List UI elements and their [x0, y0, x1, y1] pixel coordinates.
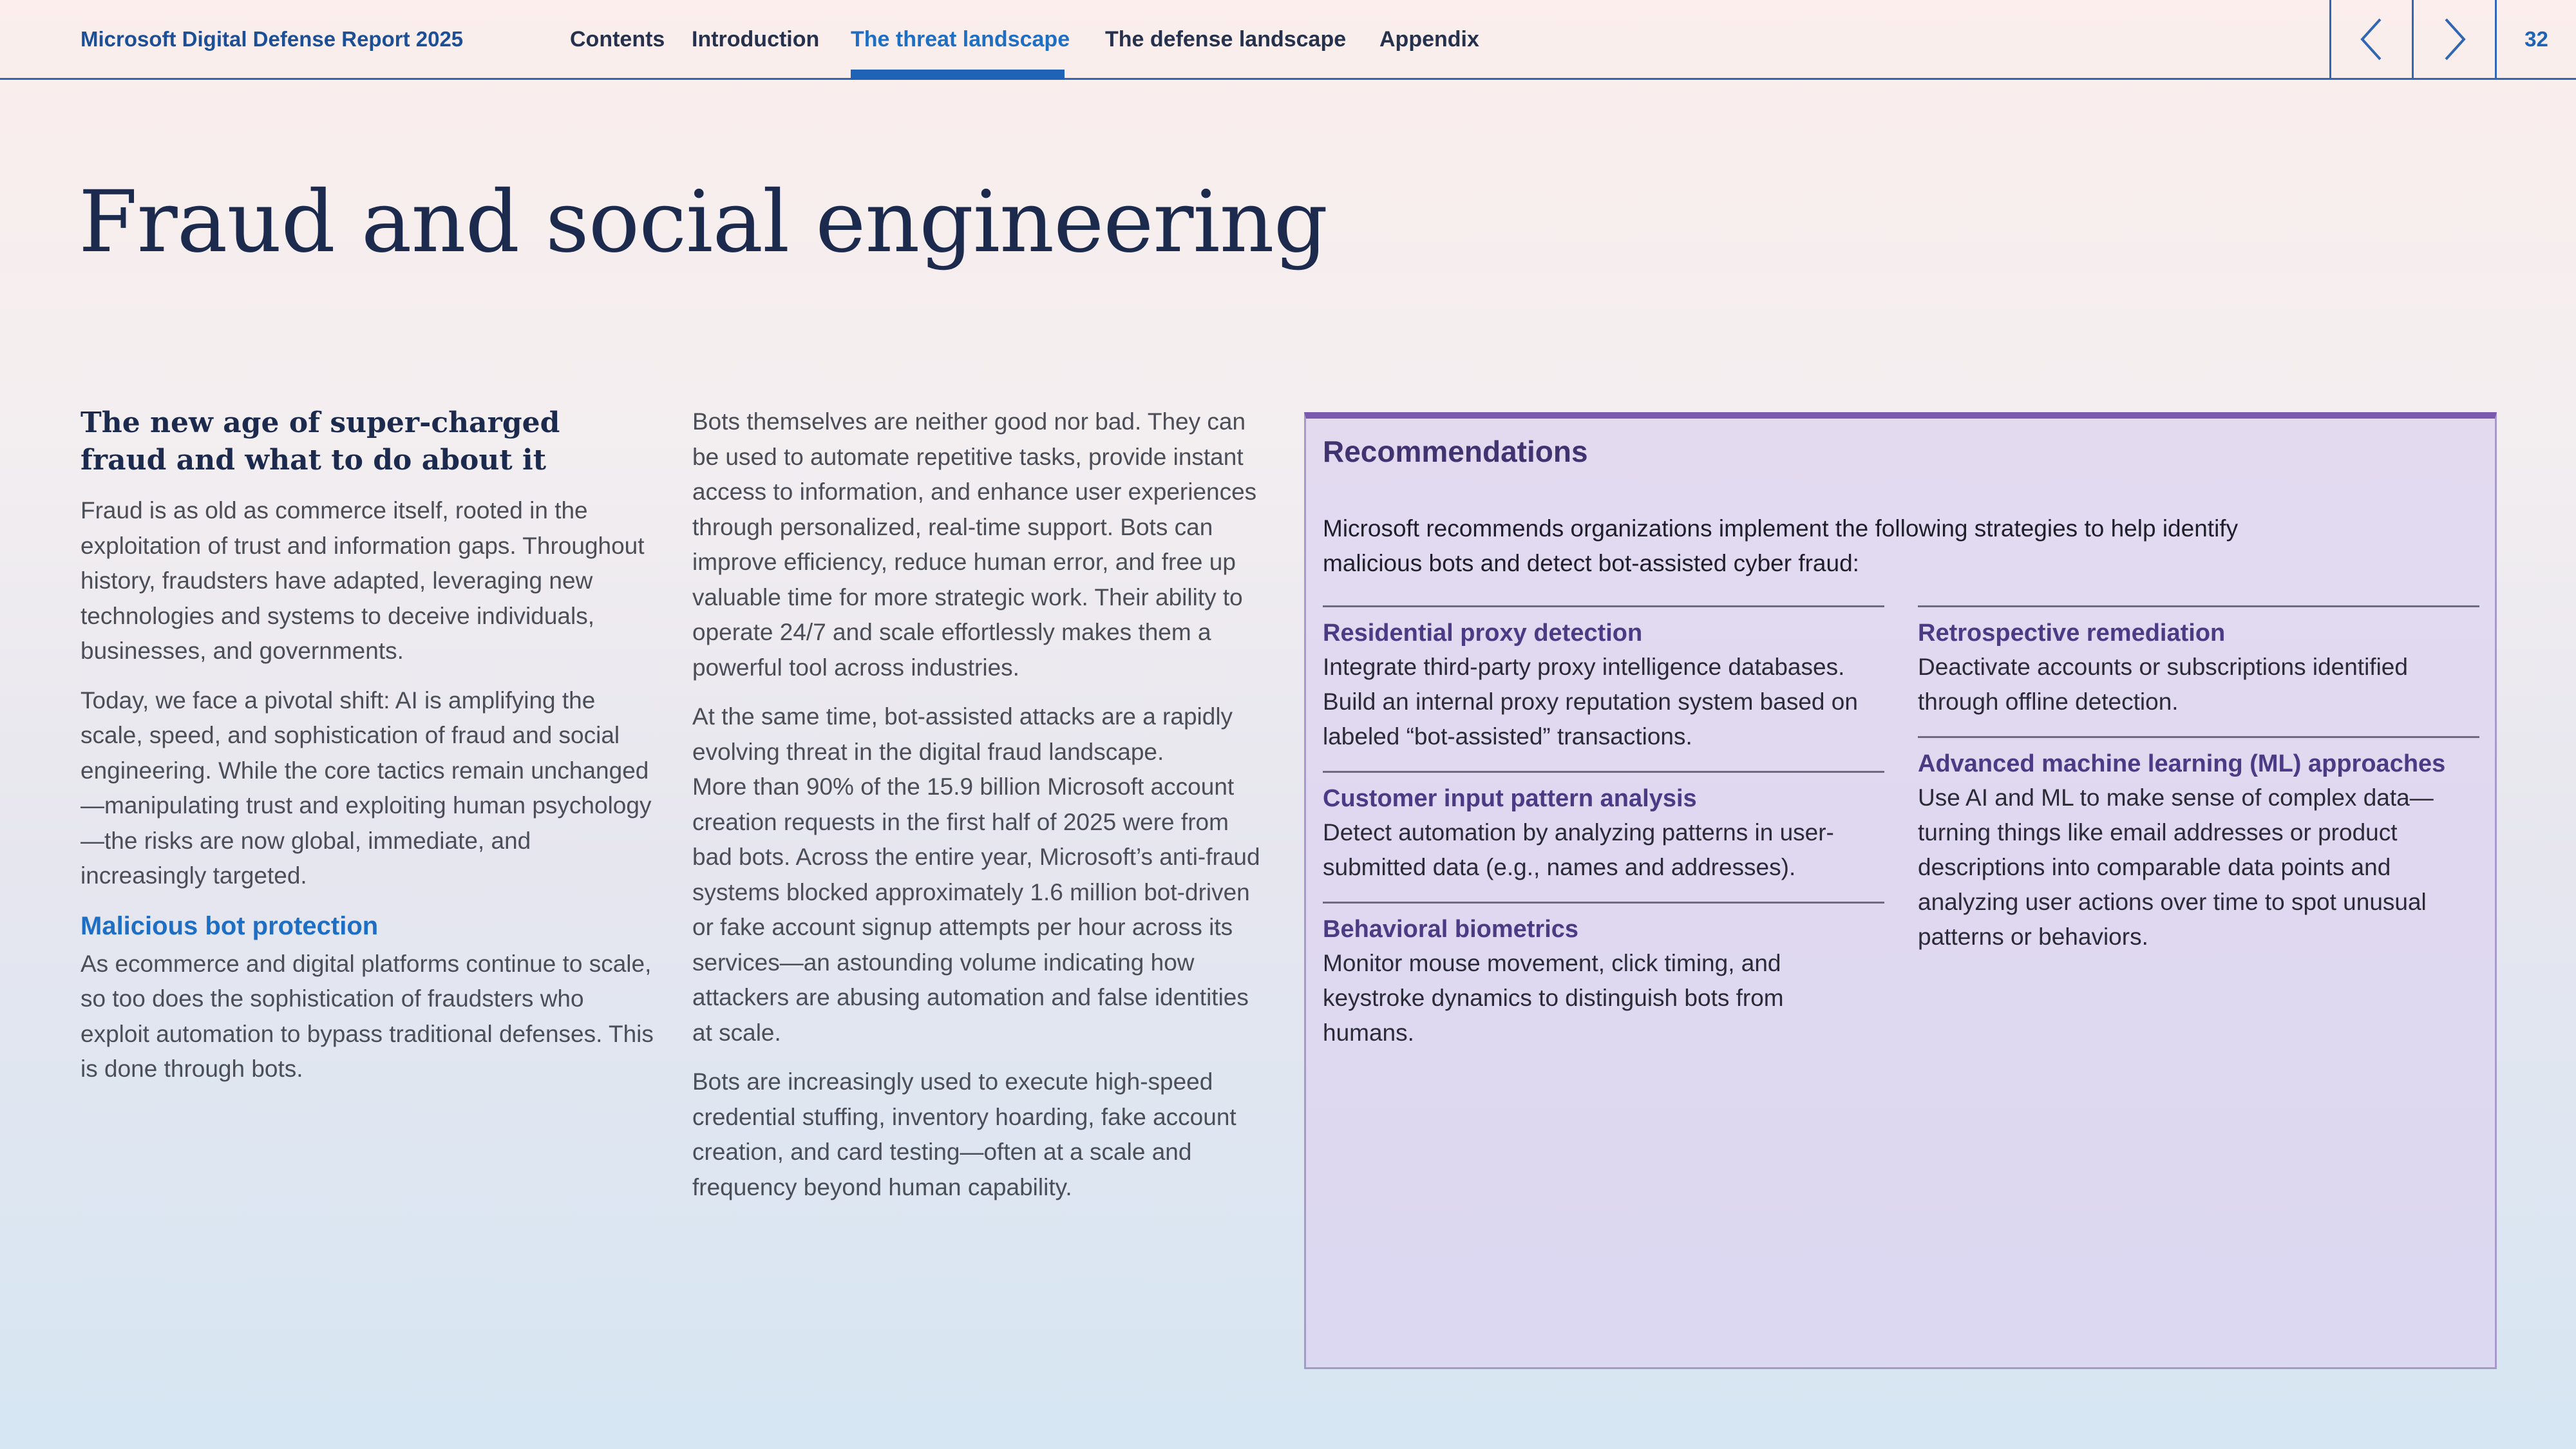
- report-brand-title[interactable]: Microsoft Digital Defense Report 2025: [80, 27, 464, 51]
- recommendation-body: Deactivate accounts or subscriptions identified through offline detection.: [1918, 654, 2408, 715]
- recommendations-left-column: [1323, 605, 1884, 1067]
- recommendation-item: [1918, 736, 2479, 954]
- recommendation-body: Integrate third-party proxy intelligence databases. Build an internal proxy reputation system based on labeled “bot-assisted” transactions.: [1323, 654, 1858, 750]
- recommendation-heading: Retrospective remediation: [1918, 620, 2226, 647]
- nav-contents[interactable]: Contents: [570, 27, 665, 52]
- chevron-left-icon: [2356, 17, 2388, 62]
- paragraph: Bots are increasingly used to execute high-speed credential stuffing, inventory hoarding, fake account creation, and card testing—often at a scale and frequency beyond human capability.: [692, 1068, 1236, 1200]
- nav-defense-landscape[interactable]: The defense landscape: [1105, 27, 1347, 52]
- recommendation-heading: Behavioral biometrics: [1323, 916, 1579, 943]
- section-heading: The new age of super-charged fraud and what to do about it: [80, 406, 560, 477]
- recommendation-item: [1918, 605, 2479, 719]
- recommendations-title: Recommendations: [1323, 435, 1588, 468]
- recommendations-panel: [1304, 412, 2497, 1369]
- nav-appendix[interactable]: Appendix: [1379, 27, 1479, 52]
- paragraph: Fraud is as old as commerce itself, rooted in the exploitation of trust and information gaps. Throughout history, fraudsters have adapted, leveraging new technologies and systems to deceive individuals, businesses, and governments.: [80, 497, 645, 664]
- recommendation-item: [1323, 771, 1884, 885]
- paragraph: As ecommerce and digital platforms continue to scale, so too does the sophistication of fraudsters who exploit automation to bypass traditional defenses. This is done through bots.: [80, 950, 654, 1082]
- nav-introduction[interactable]: Introduction: [692, 27, 820, 52]
- paragraph-line: More than 90% of the 15.9 billion Microsoft account creation requests in the first half of 2025 were from bad bots. Across the entire year, Microsoft’s anti-fraud systems blocked approximately 1.6 million bot-driven or fake account signup attempts per hour across its services—an astounding volume indicating how attackers are abusing automation and false identities at scale.: [692, 773, 1260, 1046]
- recommendation-item: [1323, 902, 1884, 1050]
- recommendation-body: Monitor mouse movement, click timing, and keystroke dynamics to distinguish bots from humans.: [1323, 950, 1784, 1046]
- recommendation-body: Detect automation by analyzing patterns in user-submitted data (e.g., names and addresses).: [1323, 819, 1834, 880]
- bots-column: [692, 404, 1272, 1219]
- recommendations-right-column: [1918, 605, 2479, 971]
- subsection-heading: Malicious bot protection: [80, 911, 379, 940]
- paragraph-line: At the same time, bot-assisted attacks are a rapidly evolving threat in the digital fraud landscape.: [692, 703, 1233, 765]
- page-number: 32: [2495, 0, 2576, 79]
- nav-threat-landscape[interactable]: The threat landscape: [851, 27, 1070, 52]
- chevron-right-icon: [2438, 17, 2470, 62]
- active-tab-indicator: [851, 70, 1065, 80]
- previous-page-button[interactable]: [2329, 0, 2412, 79]
- intro-column: [80, 404, 654, 1101]
- next-page-button[interactable]: [2412, 0, 2495, 79]
- top-navigation-bar: [0, 0, 2576, 80]
- page-title: Fraud and social engineering: [79, 173, 1328, 272]
- recommendation-body: Use AI and ML to make sense of complex data—turning things like email addresses or product descriptions into comparable data points and analyzing user actions over time to spot unusual patterns or behaviors.: [1918, 784, 2434, 950]
- paragraph: Today, we face a pivotal shift: AI is amplifying the scale, speed, and sophistication of fraud and social engineering. While the core tactics remain unchanged—manipulating trust and exploiting human psychology—the risks are now global, immediate, and increasingly targeted.: [80, 687, 652, 889]
- recommendations-intro: Microsoft recommends organizations implement the following strategies to help identify malicious bots and detect bot-assisted cyber fraud:: [1323, 515, 2239, 576]
- recommendation-heading: Residential proxy detection: [1323, 620, 1643, 647]
- recommendation-heading: Advanced machine learning (ML) approaches: [1918, 750, 2446, 777]
- paragraph: Bots themselves are neither good nor bad. They can be used to automate repetitive tasks, provide instant access to information, and enhance user experiences through personalized, real-time support. Bots can improve efficiency, reduce human error, and free up valuable time for more strategic work. Their ability to operate 24/7 and scale effortlessly makes them a powerful tool across industries.: [692, 408, 1257, 681]
- recommendation-item: [1323, 605, 1884, 754]
- paragraph: [692, 699, 1272, 1050]
- recommendation-heading: Customer input pattern analysis: [1323, 785, 1697, 812]
